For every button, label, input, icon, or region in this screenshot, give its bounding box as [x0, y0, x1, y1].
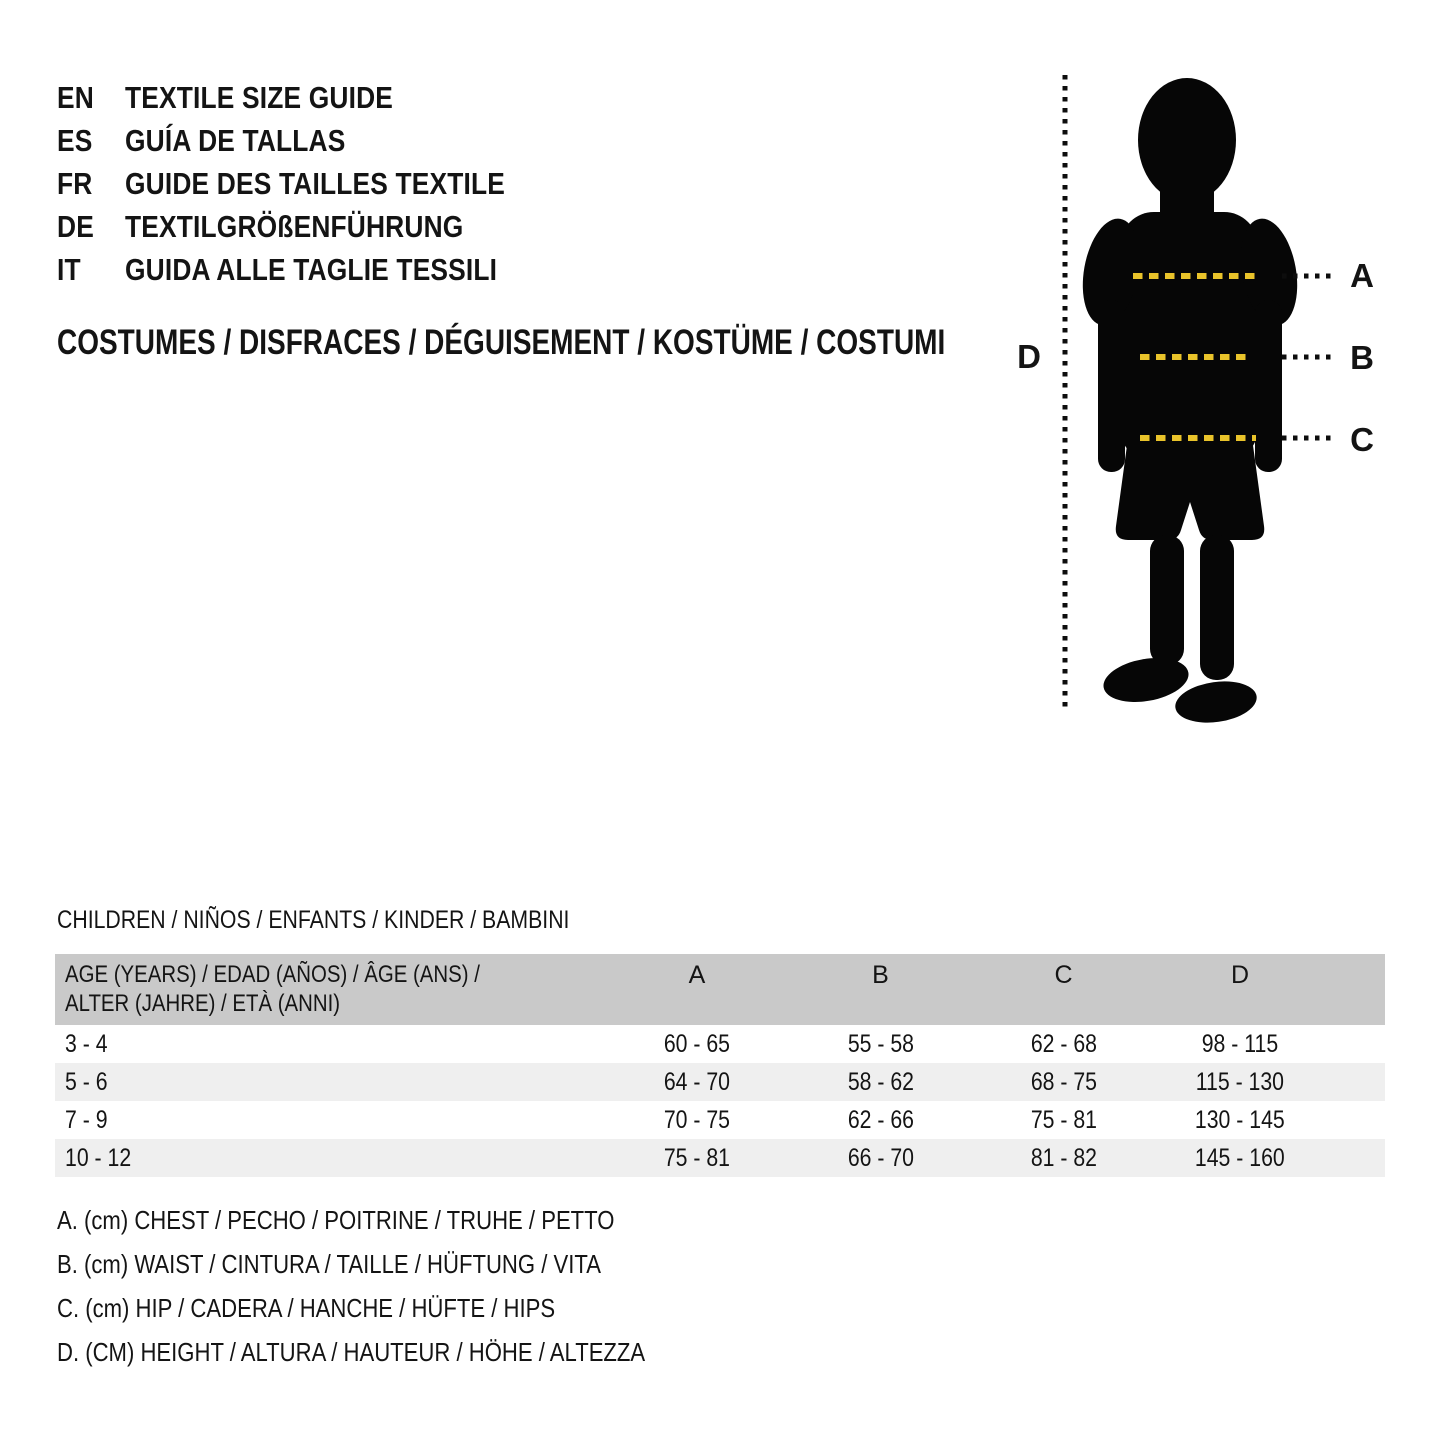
value-cell: 75 - 81: [1030, 1105, 1097, 1134]
value-cell: 98 - 115: [1201, 1029, 1279, 1058]
value-cell: 70 - 75: [663, 1105, 731, 1134]
right-shoe: [1173, 676, 1260, 727]
value-cell: 58 - 62: [847, 1067, 914, 1096]
value-cell: 145 - 160: [1195, 1143, 1285, 1172]
language-title-list: [57, 76, 572, 291]
language-code: DE: [57, 209, 94, 244]
column-header-b: B: [872, 961, 889, 989]
language-title: GUÍA DE TALLAS: [125, 123, 346, 158]
table-header-row: [55, 954, 1385, 1025]
value-cell: 60 - 65: [663, 1029, 731, 1058]
language-title: GUIDE DES TAILLES TEXTILE: [125, 166, 506, 201]
language-row-en: [57, 76, 572, 119]
value-cell: 62 - 68: [1030, 1029, 1097, 1058]
language-code: EN: [57, 80, 94, 115]
column-header-c: C: [1054, 961, 1073, 989]
column-header-a: A: [688, 961, 706, 989]
language-code: FR: [57, 166, 93, 201]
legend-line-d: D. (CM) HEIGHT / ALTURA / HAUTEUR / HÖHE / ALTEZZA: [57, 1337, 646, 1367]
language-row-de: [57, 205, 572, 248]
age-cell: 7 - 9: [65, 1105, 108, 1134]
language-row-es: [57, 119, 572, 162]
language-title: TEXTILE SIZE GUIDE: [125, 80, 394, 115]
value-cell: 64 - 70: [663, 1067, 731, 1096]
language-code: ES: [57, 123, 93, 158]
language-title: TEXTILGRÖßENFÜHRUNG: [125, 209, 464, 244]
measure-label-d: D: [1017, 338, 1041, 375]
language-row-it: [57, 248, 572, 291]
age-column-header: AGE (YEARS) / EDAD (AÑOS) / ÂGE (ANS) / ALTER (JAHRE) / ETÀ (ANNI): [65, 961, 480, 1017]
value-cell: 62 - 66: [847, 1105, 914, 1134]
table-row: [55, 1139, 1385, 1177]
value-cell: 115 - 130: [1195, 1067, 1285, 1096]
left-arm: [1098, 300, 1125, 472]
category-heading: COSTUMES / DISFRACES / DÉGUISEMENT / KOSTÜME / COSTUMI: [57, 323, 946, 362]
table-row: [55, 1025, 1385, 1063]
measurement-legend: [57, 1198, 749, 1374]
left-leg: [1150, 535, 1184, 665]
table-section-title: CHILDREN / NIÑOS / ENFANTS / KINDER / BAMBINI: [57, 906, 570, 934]
value-cell: 130 - 145: [1195, 1105, 1285, 1134]
language-title: GUIDA ALLE TAGLIE TESSILI: [125, 252, 498, 287]
value-cell: 68 - 75: [1030, 1067, 1097, 1096]
language-row-fr: [57, 162, 572, 205]
measure-label-b: B: [1350, 339, 1374, 376]
legend-line-b: B. (cm) WAIST / CINTURA / TAILLE / HÜFTUNG / VITA: [57, 1249, 601, 1279]
size-figure: [985, 55, 1415, 765]
measure-label-a: A: [1350, 257, 1374, 294]
right-leg: [1200, 535, 1234, 680]
measure-label-c: C: [1350, 421, 1374, 458]
age-cell: 5 - 6: [65, 1067, 108, 1096]
language-code: IT: [57, 252, 81, 287]
right-arm: [1255, 300, 1282, 472]
age-cell: 10 - 12: [65, 1143, 132, 1172]
age-cell: 3 - 4: [65, 1029, 108, 1058]
value-cell: 81 - 82: [1030, 1143, 1097, 1172]
shorts: [1116, 438, 1265, 540]
child-silhouette: [1075, 78, 1305, 728]
value-cell: 66 - 70: [847, 1143, 914, 1172]
size-table: [55, 954, 1385, 1177]
value-cell: 55 - 58: [847, 1029, 914, 1058]
legend-line-c: C. (cm) HIP / CADERA / HANCHE / HÜFTE / HIPS: [57, 1293, 556, 1323]
torso: [1120, 212, 1258, 462]
table-row: [55, 1063, 1385, 1101]
table-row: [55, 1101, 1385, 1139]
legend-line-a: A. (cm) CHEST / PECHO / POITRINE / TRUHE / PETTO: [57, 1205, 615, 1235]
column-header-d: D: [1230, 961, 1250, 989]
value-cell: 75 - 81: [663, 1143, 731, 1172]
